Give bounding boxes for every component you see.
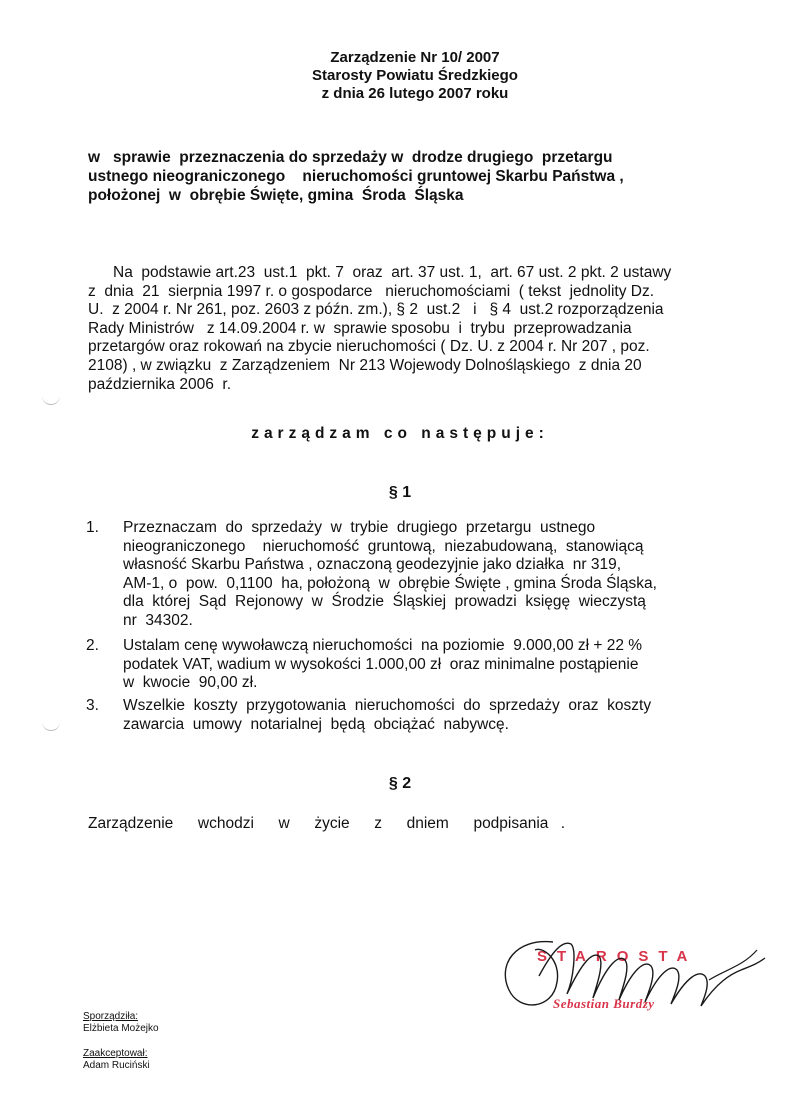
title-line-2: Starosty Powiatu Średzkiego (312, 67, 518, 84)
accepted-by-name: Adam Ruciński (83, 1060, 150, 1071)
preamble (88, 264, 743, 394)
item-line: Ustalam cenę wywoławczą nieruchomości na poziomie 9.000,00 zł + 22 % (123, 637, 643, 654)
item-text (123, 697, 738, 734)
item-line: nr 34302. (123, 611, 193, 629)
section-2-heading: § 2 (388, 775, 412, 792)
prepared-by (83, 1011, 159, 1035)
item-line: w kwocie 90,00 zł. (123, 674, 258, 692)
preamble-line-4: Rady Ministrów z 14.09.2004 r. w sprawie sposobu i trybu przeprowadzania (88, 319, 632, 337)
punch-hole-mark (42, 720, 60, 731)
prepared-by-label: Sporządziła: (83, 1011, 139, 1022)
preamble-line-5: przetargów oraz rokowań na zbycie nieruchomości ( Dz. U. z 2004 r. Nr 207 , poz. (88, 338, 650, 356)
item-number: 3. (86, 697, 99, 714)
item-line: Przeznaczam do sprzedaży w trybie drugiego przetargu ustnego (123, 519, 596, 536)
document-title (200, 49, 630, 103)
subject-line-2: ustnego nieograniczonego nieruchomości gruntowej Skarbu Państwa , (88, 168, 624, 185)
item-number: 2. (86, 637, 99, 654)
document-subject (88, 148, 758, 205)
item-line: dla której Sąd Rejonowy w Środzie Śląskiej prowadzi księgę wieczystą (123, 593, 646, 611)
preamble-line-3: U. z 2004 r. Nr 261, poz. 2603 z późn. zm.), § 2 ust.2 i § 4 ust.2 rozporządzenia (88, 301, 664, 319)
punch-hole-mark (42, 394, 60, 405)
item-line: własność Skarbu Państwa , oznaczoną geodezyjnie jako działka nr 319, (123, 556, 622, 574)
preamble-line-1: Na podstawie art.23 ust.1 pkt. 7 oraz art. 37 ust. 1, art. 67 ust. 2 pkt. 2 ustawy (113, 264, 672, 281)
preamble-line-7: października 2006 r. (88, 375, 232, 393)
signature-graphic (495, 920, 785, 1030)
stamp-signature (495, 920, 785, 1030)
item-line: podatek VAT, wadium w wysokości 1.000,00 zł oraz minimalne postąpienie (123, 655, 639, 673)
item-line: AM-1, o pow. 0,1100 ha, położoną w obrębie Święte , gmina Środa Śląska, (123, 574, 657, 592)
stamp-title: STAROSTA (537, 948, 698, 965)
item-text (123, 637, 738, 693)
list-item (86, 519, 746, 631)
item-line: Wszelkie koszty przygotowania nieruchomości do sprzedaży oraz koszty (123, 697, 652, 714)
list-item (86, 697, 746, 737)
list-item (86, 637, 746, 695)
section-1-heading: § 1 (388, 484, 412, 501)
item-line: nieograniczonego nieruchomość gruntową, niezabudowaną, stanowiącą (123, 537, 644, 555)
title-line-1: Zarządzenie Nr 10/ 2007 (330, 49, 500, 66)
preamble-line-6: 2108) , w związku z Zarządzeniem Nr 213 Wojewody Dolnośląskiego z dnia 20 (88, 356, 642, 374)
accepted-by (83, 1048, 150, 1072)
item-number: 1. (86, 519, 99, 536)
subject-line-3: położonej w obrębie Święte, gmina Środa Śląska (88, 187, 464, 204)
effective-date-text: Zarządzenie wchodzi w życie z dniem podpisania . (88, 815, 566, 832)
accepted-by-label: Zaakceptował: (83, 1048, 148, 1059)
decree-heading: zarządzam co następuje: (251, 425, 549, 442)
title-line-3: z dnia 26 lutego 2007 roku (321, 85, 509, 102)
item-text (123, 519, 738, 631)
subject-line-1: w sprawie przeznaczenia do sprzedaży w drodze drugiego przetargu (88, 149, 613, 166)
preamble-line-2: z dnia 21 sierpnia 1997 r. o gospodarce nieruchomościami ( tekst jednolity Dz. (88, 282, 655, 300)
item-line: zawarcia umowy notarialnej będą obciążać nabywcę. (123, 715, 509, 733)
stamp-name: Sebastian Burdzy (553, 996, 655, 1011)
prepared-by-name: Elżbieta Możejko (83, 1023, 159, 1034)
